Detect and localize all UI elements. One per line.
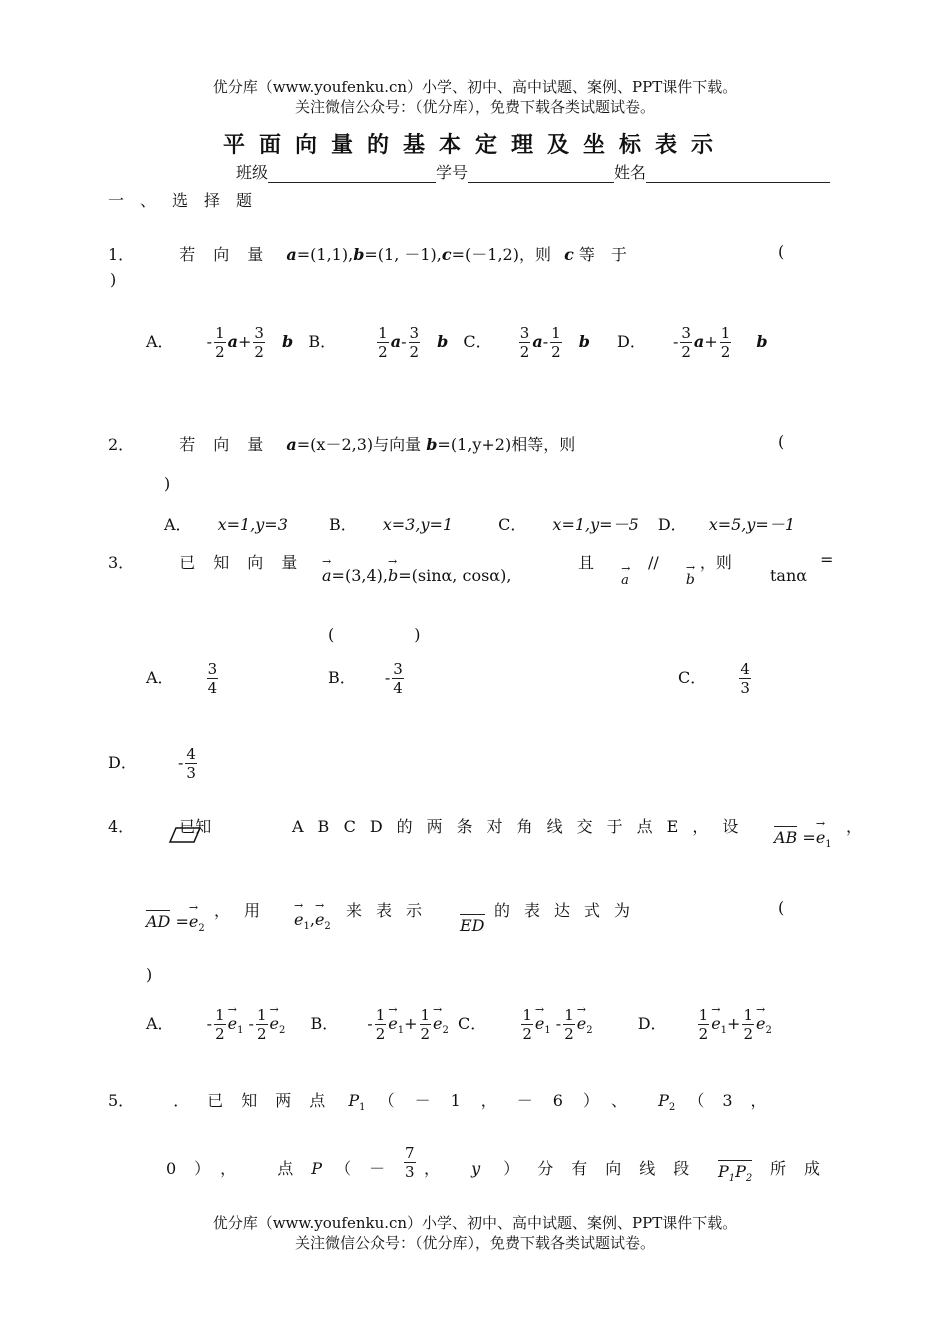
q3-paren: ( ) — [328, 625, 421, 644]
q5-line-2: 0）， 点P （－ — [166, 1159, 404, 1178]
q3-condition: 且 → a // → b ，则 — [578, 550, 732, 573]
q2-paren-left: ( — [778, 432, 785, 451]
header-line-1: 优分库（www.youfenku.cn）小学、初中、高中试题、案例、PPT课件下载。 — [212, 78, 738, 96]
footer-line-2: 关注微信公众号：（优分库），免费下载各类试题试卷。 — [294, 1234, 655, 1252]
q3-equals: = — [820, 550, 834, 569]
q4-ab-def: AB =→ $e_1$ — [774, 826, 832, 850]
q3-vectors: → a=(3,4),→ b=(sinα, cosα), — [322, 566, 511, 585]
q1-options: A． - $\frac{1}{2}$ a+ $\frac{3}{2}$ b B． $\frac{1}{2}$ a- $\frac{3}{2}$ b C． $\frac{3}{2}$ a- $\frac{1}{2}$ b D． - $\frac{3}{2}$ a+ $\frac{1}{2}$ b — [146, 324, 768, 361]
q5-segment: $P_1P_2$ — [718, 1162, 753, 1185]
q3-option-b: B． - $\frac{3}{4}$ — [328, 660, 403, 697]
q1-paren-left: ( — [778, 242, 785, 261]
q4-text-expression: 的表达式为 — [494, 901, 645, 920]
q4-ad-def: AD =→ $e_2$ — [146, 910, 205, 934]
q3-tan: tanα — [770, 566, 808, 585]
question-3: 3． 已知向量 — [108, 553, 316, 572]
parallelogram-icon — [168, 826, 202, 844]
section-heading: 一、选择题 — [108, 191, 269, 210]
q5-line-2b: ， y ）分有向线段 — [424, 1159, 708, 1178]
q3-option-d: D． - $\frac{4}{3}$ — [108, 745, 196, 782]
question-2: 2． 若向量 a=(x－2,3)与向量 b=(1,y+2)相等，则 — [108, 435, 576, 454]
q4-text-use: ，用 — [214, 901, 275, 920]
q5-fraction: $\frac{7}{3}$ — [405, 1144, 415, 1181]
q4-paren-left: ( — [778, 898, 785, 917]
q1-paren-right: ) — [110, 270, 117, 289]
q2-paren-right: ) — [164, 474, 171, 493]
q5-tail: 所成 — [770, 1159, 839, 1178]
q4-text-express: 来表示 — [346, 901, 437, 920]
page-title: 平面向量的基本定理及坐标表示 — [222, 133, 727, 158]
student-info: 班级 学号 姓名 — [236, 160, 830, 183]
q3-option-a: A． $\frac{3}{4}$ — [146, 660, 218, 697]
q4-paren-right: ) — [146, 965, 153, 984]
question-4: 4． 已知 — [108, 817, 212, 836]
q3-option-c: C． $\frac{4}{3}$ — [678, 660, 750, 697]
header-line-2: 关注微信公众号：（优分库），免费下载各类试题试卷。 — [294, 98, 655, 116]
q4-basis: → $e_1,\to e_2$ — [294, 910, 331, 932]
q4-stem: ABCD的两条对角线交于点E，设 — [292, 817, 753, 836]
q4-ed: ED — [460, 916, 485, 935]
q4-options: A． - $\frac{1}{2}$ → $e_1$ - $\frac{1}{2}$ → $e_2$ B． - $\frac{1}{2}$ → $e_1+$ $\frac{1}{2}$ → $e_2$ C． $\frac{1}{2}$ → $e_1$ - $\frac{1}{2}$ → $e_2$ D． $\frac{1}{2}$ → $e_1+$ $\frac{1}{2}$ → $e_2$ — [146, 1006, 772, 1043]
footer-line-1: 优分库（www.youfenku.cn）小学、初中、高中试题、案例、PPT课件下载。 — [212, 1214, 738, 1232]
question-1: 1． 若向量 a=(1,1),b=(1, －1),c=(－1,2)，则 c 等于 — [108, 245, 643, 264]
question-5: 5． ．已知两点 $P_1$ （－1，－6）、 $P_2$ （3， — [108, 1091, 785, 1114]
q4-comma: ， — [846, 817, 863, 836]
q2-options: A． x=1,y=3 B． x=3,y=1 C． x=1,y=－5 D． x=5,y=－1 — [164, 515, 796, 534]
